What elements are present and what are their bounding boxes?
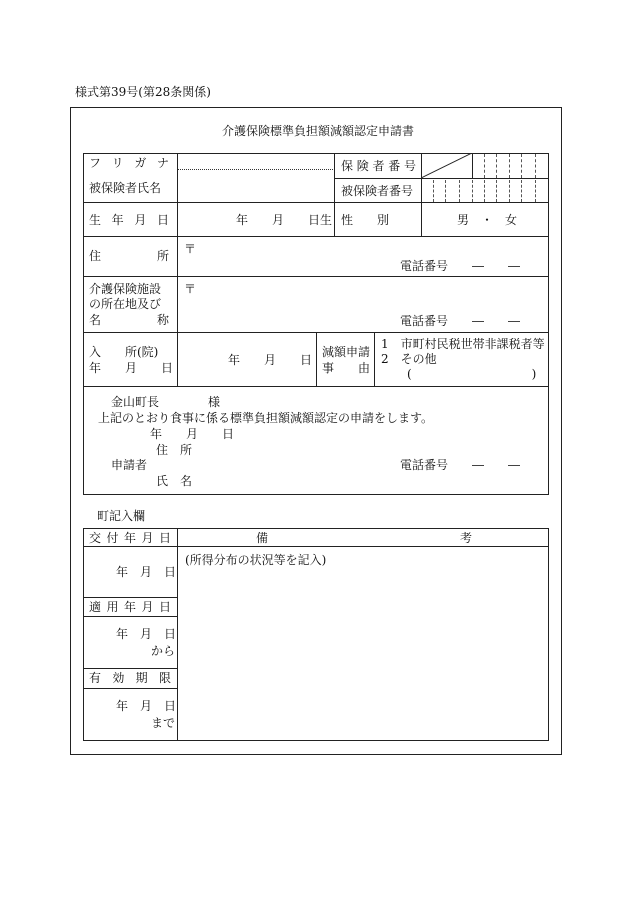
facility-label-1: 介護保険施設 [89, 282, 162, 296]
insurer-digit-divider [496, 154, 497, 178]
sex-value: 男 ・ 女 [457, 213, 518, 227]
row-line [83, 202, 549, 203]
declaration-date: 年 月 日 [150, 427, 235, 441]
insurer-digit-divider [521, 154, 522, 178]
reason-label-1: 減額申請 [322, 345, 371, 359]
declaration-text: 上記のとおり食事に係る標準負担額減額認定の申請をします。 [98, 411, 434, 425]
insured-name-label: 被保険者氏名 [89, 181, 162, 195]
apply-date-label: 適 用 年 月 日 [89, 600, 171, 614]
insurer-cell-line [472, 153, 473, 178]
furigana-divider [178, 169, 333, 170]
valid-period-label: 有 効 期 限 [89, 671, 171, 685]
sex-label: 性 別 [341, 213, 390, 227]
form-number: 様式第39号(第28条関係) [75, 85, 211, 99]
address-label: 住 所 [89, 249, 169, 263]
insured-digit-divider [496, 180, 497, 202]
admission-label-1: 入 所(院) [89, 345, 159, 359]
applicant-label: 申請者 [111, 458, 148, 472]
row-line [83, 668, 177, 669]
remarks-note: (所得分布の状況等を記入) [185, 553, 327, 567]
insured-number-label: 被保険者番号 [341, 184, 414, 198]
insured-digit-divider [521, 180, 522, 202]
address-phone: 電話番号 ― ― [400, 259, 521, 273]
valid-date-value: 年 月 日 [116, 699, 177, 713]
row-line [83, 616, 177, 617]
office-section-label: 町記入欄 [97, 509, 146, 523]
insured-digit-divider [445, 180, 446, 202]
applicant-name-label: 氏 名 [156, 474, 193, 488]
reason-other-paren: ( ) [407, 367, 537, 381]
apply-from: から [151, 644, 176, 658]
reason-label-2: 事 由 [322, 361, 371, 375]
furigana-label: フ リ ガ ナ [89, 156, 169, 170]
reason-option-2: 2 その他 [381, 352, 437, 366]
applicant-phone: 電話番号 ― ― [400, 458, 521, 472]
facility-label-2: の所在地及び [89, 297, 162, 311]
issue-date-value: 年 月 日 [116, 565, 177, 579]
admission-value: 年 月 日 [228, 353, 313, 367]
birth-label: 生 年 月 日 [89, 213, 169, 227]
column-line [374, 332, 375, 386]
form-title: 介護保険標準負担額減額認定申請書 [222, 124, 415, 138]
valid-until: まで [151, 716, 176, 730]
applicant-address-label: 住 所 [156, 443, 193, 457]
column-line [334, 202, 335, 236]
office-column-line [177, 528, 178, 741]
row-line [83, 236, 549, 237]
row-line [83, 276, 549, 277]
remarks-label-1: 備 [256, 531, 269, 545]
insured-digit-divider [484, 180, 485, 202]
insured-digit-divider [509, 180, 510, 202]
insurer-number-label: 保 険 者 番 号 [341, 159, 416, 173]
addressee-honorific: 様 [208, 395, 221, 409]
facility-label-3: 名 称 [89, 313, 169, 327]
row-line [83, 597, 177, 598]
insurer-digit-divider [509, 154, 510, 178]
row-line [334, 178, 549, 179]
row-line [83, 546, 549, 547]
addressee: 金山町長 [111, 395, 160, 409]
reason-option-1: 1 市町村民税世帯非課税者等 [381, 337, 545, 351]
admission-label-2: 年 月 日 [89, 361, 174, 375]
insured-digit-divider [433, 180, 434, 202]
insurer-digit-divider [535, 154, 536, 178]
column-line [316, 332, 317, 386]
facility-phone: 電話番号 ― ― [400, 314, 521, 328]
insured-digit-divider [472, 180, 473, 202]
insurer-number-slash [421, 153, 472, 178]
birth-value: 年 月 日生 [236, 213, 333, 227]
facility-postal-mark: 〒 [184, 282, 197, 296]
row-line [83, 688, 177, 689]
insurer-digit-divider [484, 154, 485, 178]
insured-digit-divider [459, 180, 460, 202]
remarks-label-2: 考 [460, 531, 473, 545]
insured-digit-divider [535, 180, 536, 202]
postal-mark: 〒 [184, 242, 197, 256]
issue-date-label: 交 付 年 月 日 [89, 531, 171, 545]
apply-date-value: 年 月 日 [116, 627, 177, 641]
